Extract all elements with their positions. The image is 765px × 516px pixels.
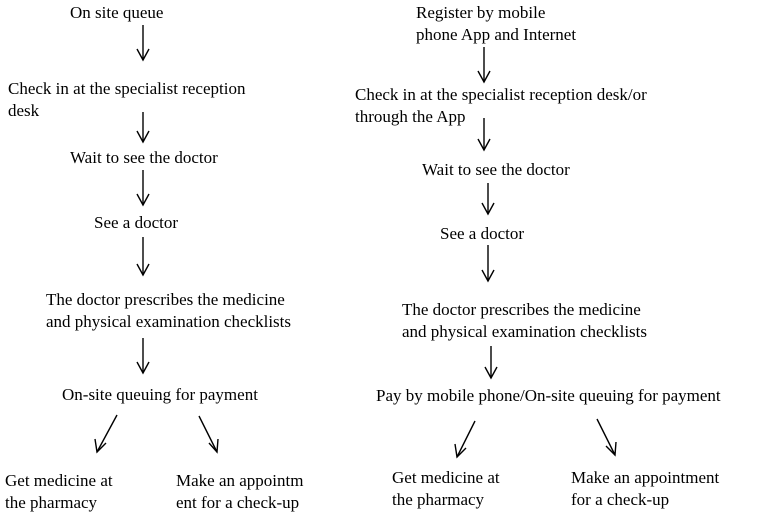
right-arrow-prescribe-to-payment <box>485 346 497 378</box>
left-step-check-in: Check in at the specialist reception desk <box>8 79 246 120</box>
left-step-prescribe: The doctor prescribes the medicine and physical examination checklists <box>46 290 292 331</box>
right-branch-appointment: Make an appointment for a check-up <box>571 468 720 509</box>
right-arrow-checkin-to-wait <box>478 118 490 150</box>
left-arrow-prescribe-to-payment <box>137 338 149 373</box>
right-step-wait-doctor: Wait to see the doctor <box>422 160 570 179</box>
left-step-wait-doctor: Wait to see the doctor <box>70 148 218 167</box>
left-step-payment: On-site queuing for payment <box>62 385 258 404</box>
left-arrow-payment-to-medicine <box>95 415 117 452</box>
left-step-see-doctor: See a doctor <box>94 213 179 232</box>
left-arrow-queue-to-checkin <box>137 25 149 60</box>
right-step-payment: Pay by mobile phone/On-site queuing for payment <box>376 386 721 405</box>
right-step-prescribe: The doctor prescribes the medicine and physical examination checklists <box>402 300 648 341</box>
right-step-check-in: Check in at the specialist reception desk/or through the App <box>355 85 647 126</box>
right-arrow-register-to-checkin <box>478 47 490 82</box>
left-step-on-site-queue: On site queue <box>70 3 164 22</box>
right-arrow-payment-to-appointment <box>597 419 616 455</box>
left-branch-medicine: Get medicine at the pharmacy <box>5 471 113 512</box>
left-arrow-wait-to-see <box>137 170 149 205</box>
right-arrow-payment-to-medicine <box>455 421 475 457</box>
right-step-see-doctor: See a doctor <box>440 224 525 243</box>
right-arrow-wait-to-see <box>482 183 494 214</box>
left-branch-appointment: Make an appointm ent for a check-up <box>176 471 304 512</box>
left-arrow-payment-to-appointment <box>199 416 218 452</box>
left-arrow-checkin-to-wait <box>137 112 149 142</box>
left-arrow-see-to-prescribe <box>137 237 149 275</box>
right-step-register: Register by mobile phone App and Internet <box>416 3 577 44</box>
right-branch-medicine: Get medicine at the pharmacy <box>392 468 500 509</box>
right-arrow-see-to-prescribe <box>482 245 494 281</box>
